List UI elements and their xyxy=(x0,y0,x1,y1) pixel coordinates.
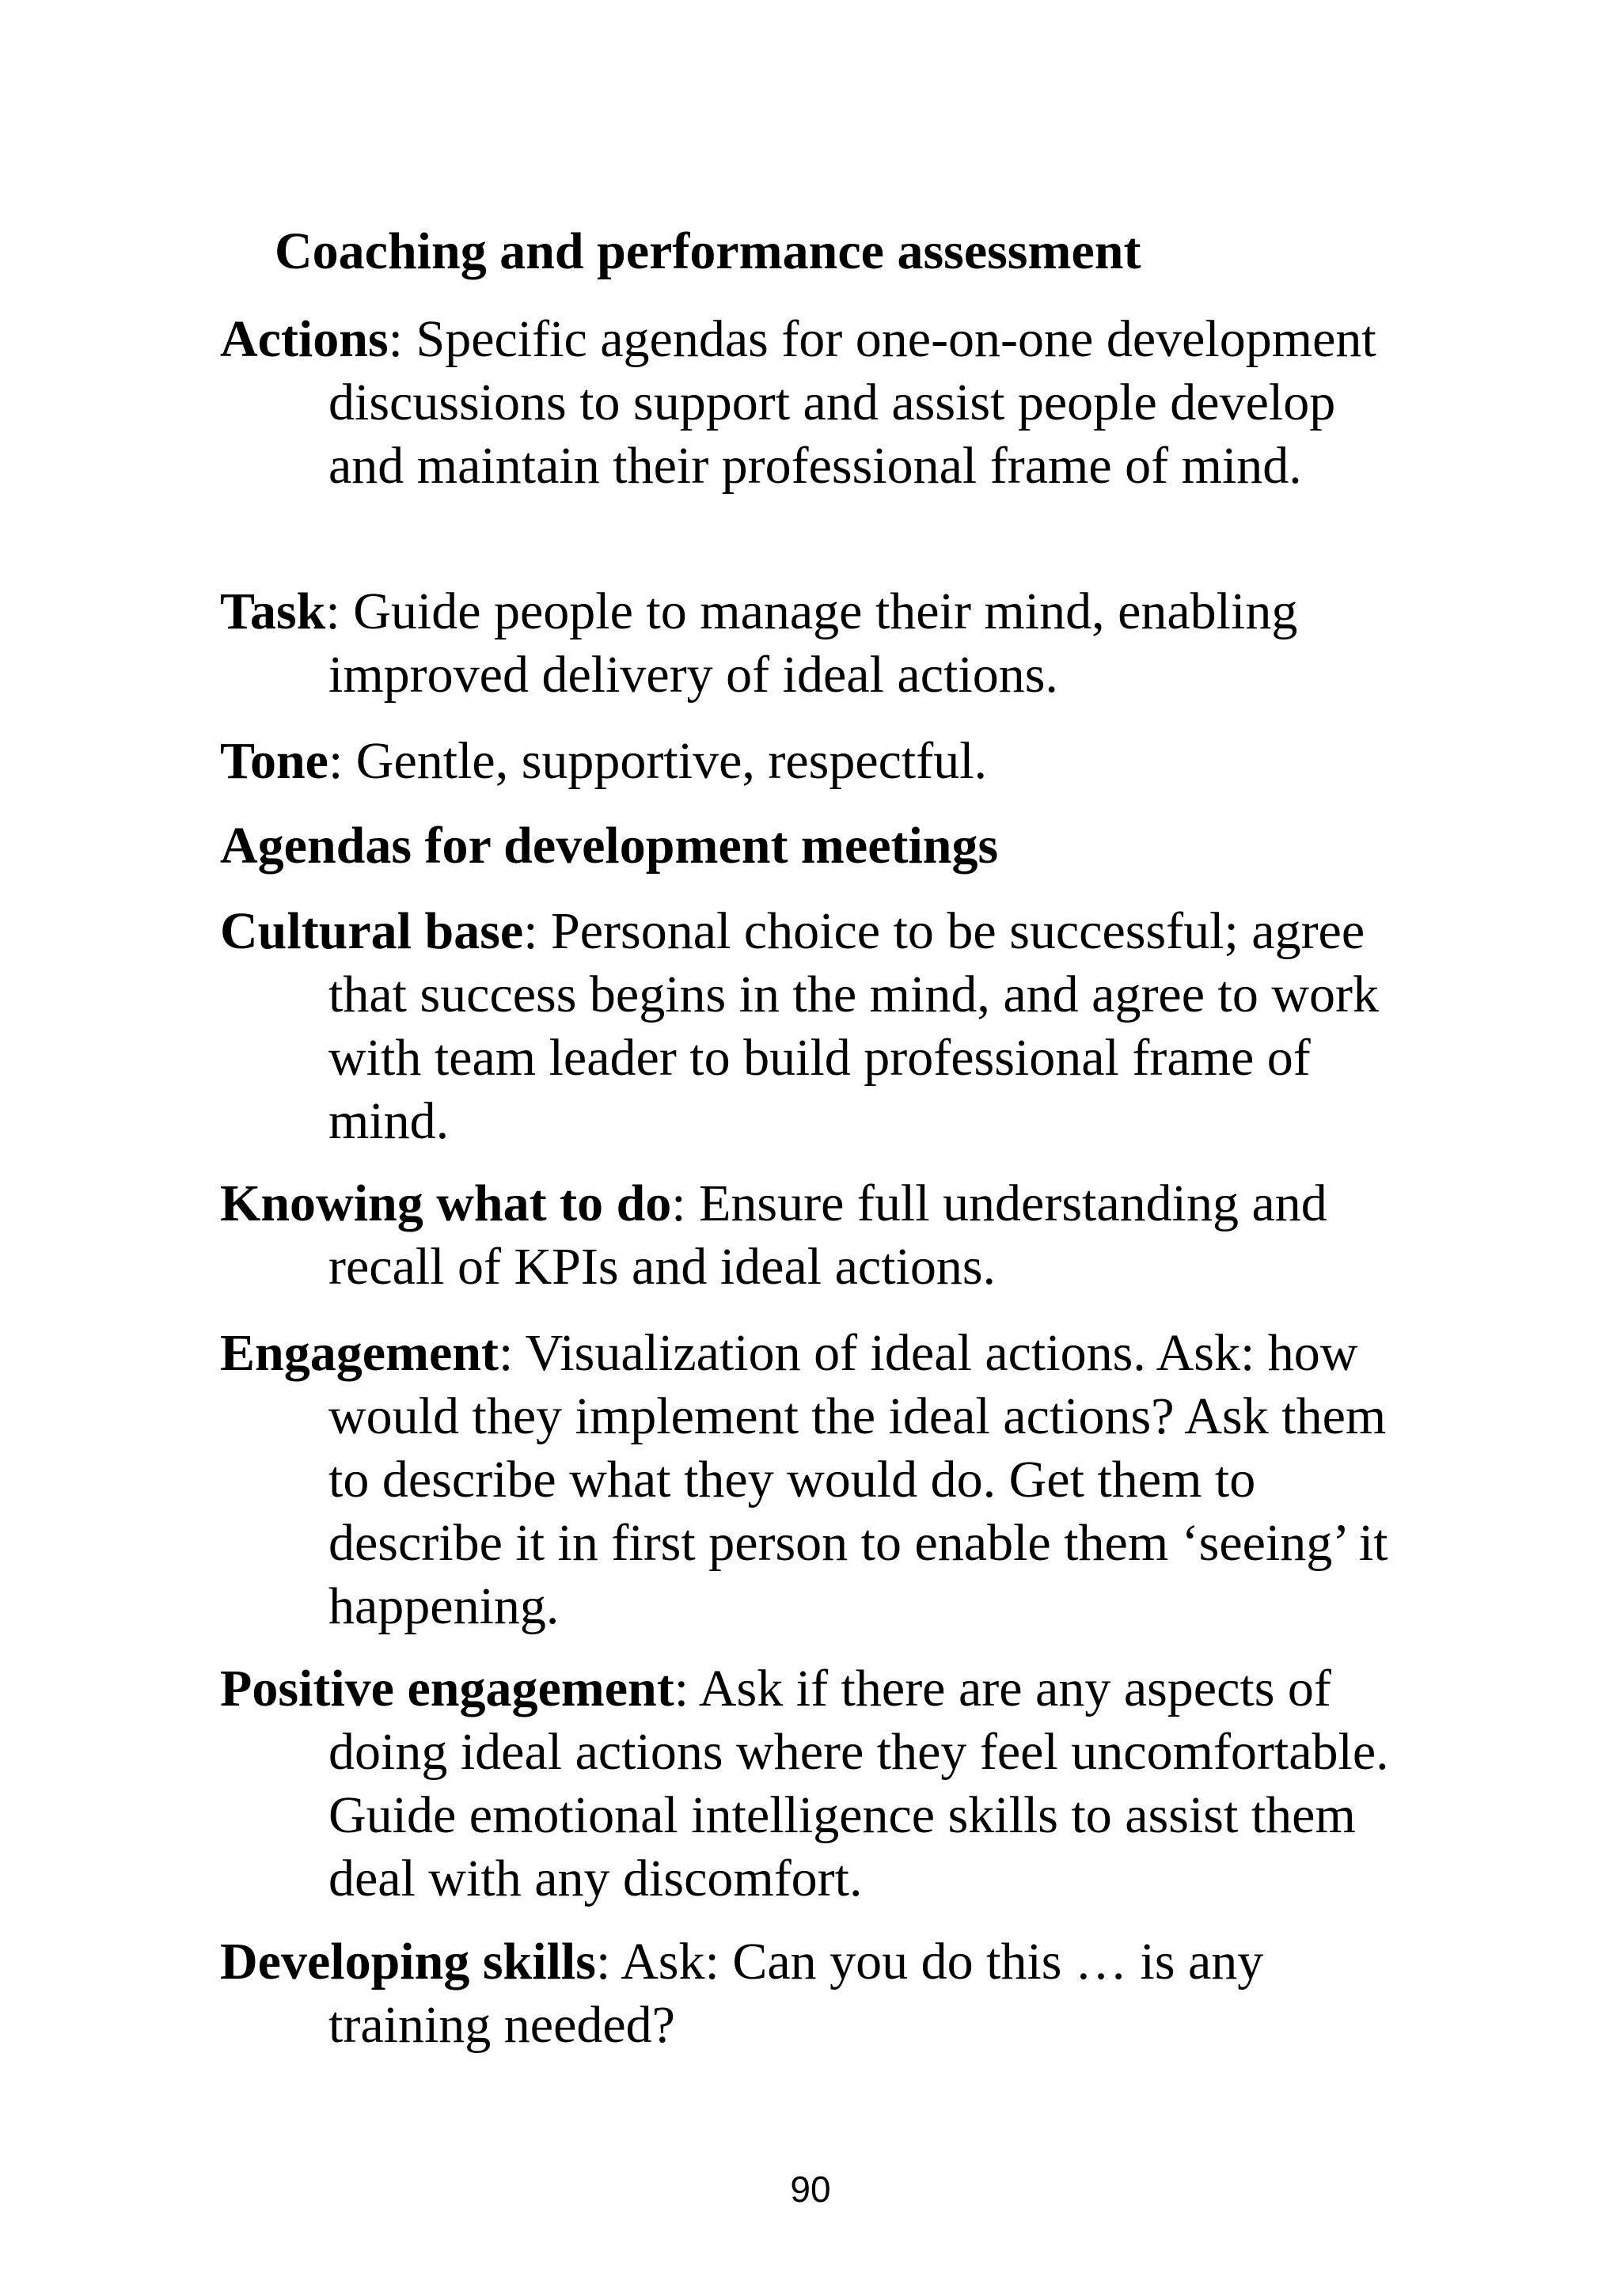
entry-developing-skills xyxy=(220,1930,1391,2057)
entry-text: : Visualization of ideal actions. Ask: how would they implement the ideal actions? Ask them to describe what they would do. Get them to describe it in first person to enable them ‘seeing’ it happening. xyxy=(328,1324,1388,1635)
entry-text: : Personal choice to be successful; agree that success begins in the mind, and agree to work with team leader to build professional frame of mind. xyxy=(328,902,1379,1150)
entry-knowing-what-to-do xyxy=(220,1172,1391,1299)
entry-term: Cultural base xyxy=(220,902,524,960)
entry-term: Actions xyxy=(220,310,389,368)
entry-term: Engagement xyxy=(220,1324,499,1382)
entry-positive-engagement xyxy=(220,1657,1391,1911)
entry-text: : Ask if there are any aspects of doing ideal actions where they feel uncomfortable. Guide emotional intelligence skills to assist them deal with any discomfort. xyxy=(328,1660,1389,1907)
entry-task xyxy=(220,580,1391,707)
section-title: Coaching and performance assessment xyxy=(275,222,1141,280)
entry-term: Positive engagement xyxy=(220,1660,674,1717)
subheading: Agendas for development meetings xyxy=(220,817,999,875)
entry-term: Task xyxy=(220,583,326,640)
entry-term: Tone xyxy=(220,732,328,790)
entry-tone xyxy=(220,730,1391,793)
entry-text: : Specific agendas for one-on-one development discussions to support and assist people develop and maintain their professional frame of mind. xyxy=(328,310,1376,495)
entry-engagement xyxy=(220,1322,1391,1638)
entry-text: : Ask: Can you do this … is any training needed? xyxy=(328,1933,1264,2054)
entry-cultural-base xyxy=(220,900,1391,1153)
entry-text: : Gentle, supportive, respectful. xyxy=(328,732,988,790)
entry-term: Developing skills xyxy=(220,1933,596,1990)
entry-term: Knowing what to do xyxy=(220,1175,672,1232)
page-number: 90 xyxy=(790,2169,831,2210)
entry-text: : Ensure full understanding and recall of KPIs and ideal actions. xyxy=(328,1175,1327,1296)
entry-text: : Guide people to manage their mind, enabling improved delivery of ideal actions. xyxy=(325,583,1298,704)
entry-actions xyxy=(220,308,1391,498)
